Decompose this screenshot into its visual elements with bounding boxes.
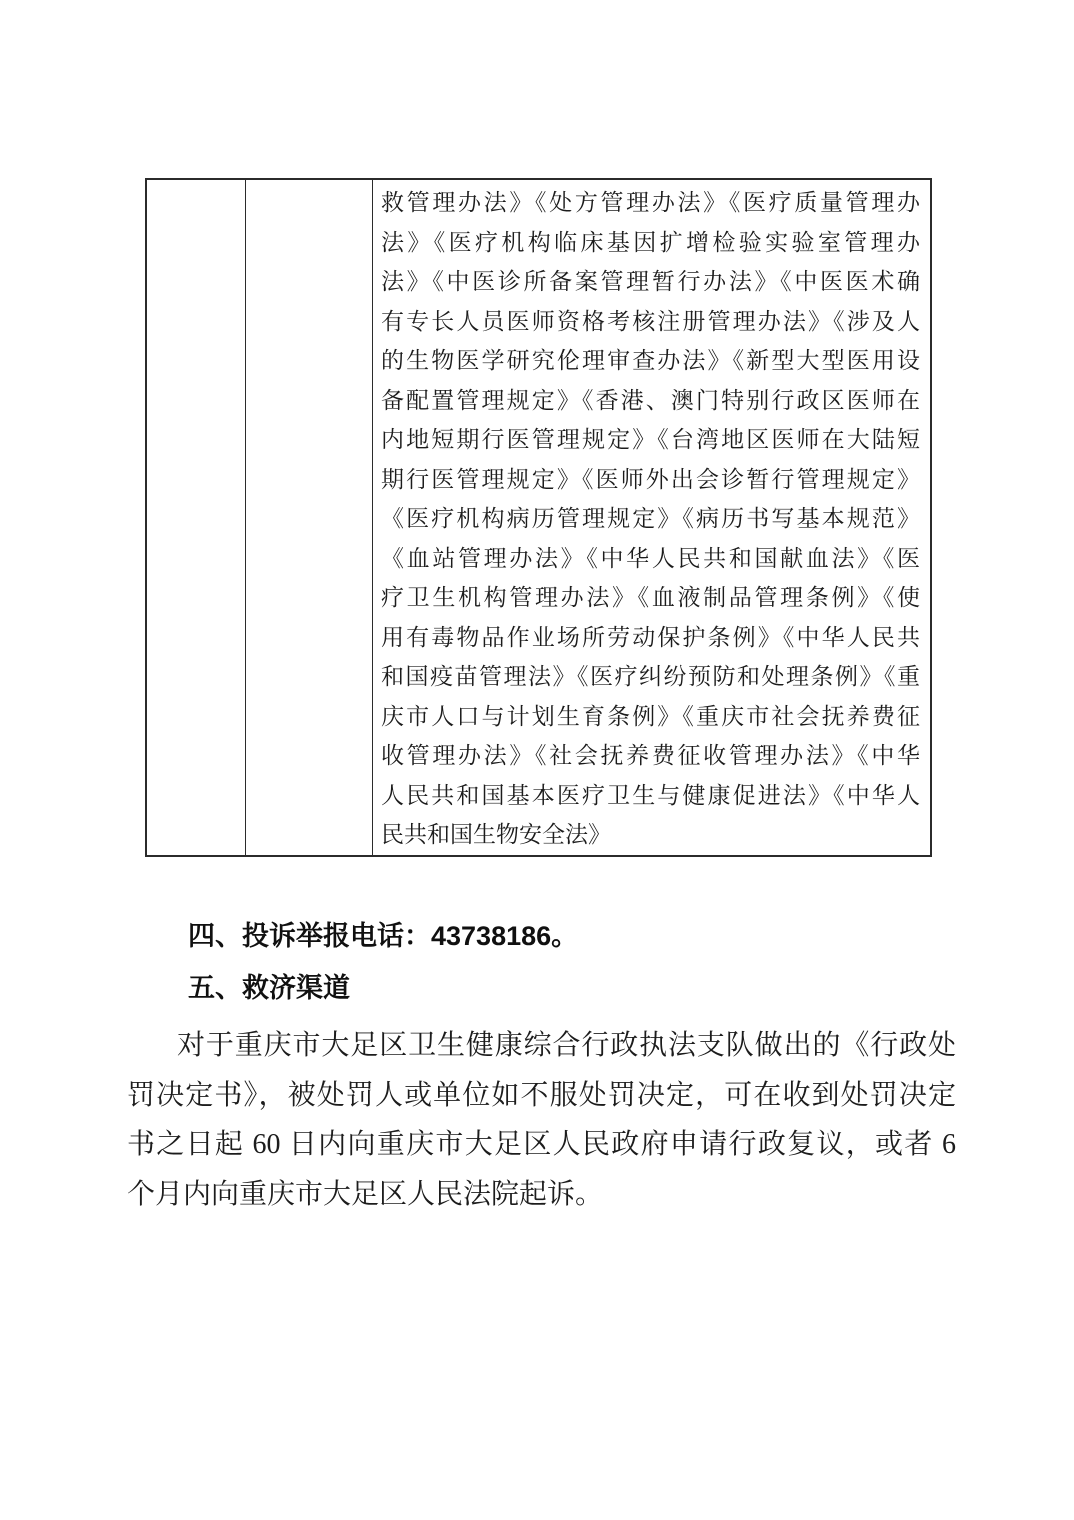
text-line: 法》《医疗机构临床基因扩增检验实验室管理办 <box>381 229 920 255</box>
text-line: 书之日起 60 日内向重庆市大足区人民政府申请行政复议，或者 6 <box>127 1129 956 1160</box>
text-line: 和国疫苗管理法》《医疗纠纷预防和处理条例》《重 <box>381 664 920 689</box>
text-line: 《医疗机构病历管理规定》《病历书写基本规范》 <box>381 506 920 531</box>
table-cell-empty-middle <box>246 179 373 856</box>
text-line: 内地短期行医管理规定》《台湾地区医师在大陆短 <box>381 427 920 452</box>
text-line: 期行医管理规定》《医师外出会诊暂行管理规定》 <box>381 466 920 492</box>
text-line: 用有毒物品作业场所劳动保护条例》《中华人民共 <box>381 624 920 650</box>
remedy-paragraph <box>127 1021 956 1219</box>
text-line: 个月内向重庆市大足区人民法院起诉。 <box>127 1178 604 1210</box>
text-line: 罚决定书》，被处罚人或单位如不服处罚决定，可在收到处罚决定 <box>127 1079 956 1111</box>
table-cell-empty-left <box>146 179 246 856</box>
text-line: 备配置管理规定》《香港、澳门特别行政区医师在 <box>381 387 920 413</box>
text-line: 对于重庆市大足区卫生健康综合行政执法支队做出的《行政处 <box>177 1030 956 1061</box>
text-line: 疗卫生机构管理办法》《血液制品管理条例》《使 <box>381 585 920 610</box>
text-line: 的生物医学研究伦理审查办法》《新型大型医用设 <box>381 348 920 373</box>
legal-basis-table <box>145 178 932 857</box>
text-line: 收管理办法》《社会抚养费征收管理办法》《中华 <box>381 743 920 768</box>
section-heading-complaint-phone: 四、投诉举报电话：43738186。 <box>188 921 579 951</box>
table-cell-legal-text <box>373 179 932 856</box>
section-heading-remedy-channel: 五、救济渠道 <box>188 973 350 1003</box>
text-line: 《血站管理办法》《中华人民共和国献血法》《医 <box>381 545 920 571</box>
text-line: 有专长人员医师资格考核注册管理办法》《涉及人 <box>381 308 920 334</box>
text-line: 法》《中医诊所备案管理暂行办法》《中医医术确 <box>381 269 920 294</box>
table-row <box>146 179 931 856</box>
legal-text-lines <box>381 183 920 855</box>
text-line: 庆市人口与计划生育条例》《重庆市社会抚养费征 <box>381 703 920 729</box>
text-line: 救管理办法》《处方管理办法》《医疗质量管理办 <box>381 190 920 215</box>
text-line: 人民共和国基本医疗卫生与健康促进法》《中华人 <box>381 782 920 808</box>
text-line: 民共和国生物安全法》 <box>381 822 611 847</box>
